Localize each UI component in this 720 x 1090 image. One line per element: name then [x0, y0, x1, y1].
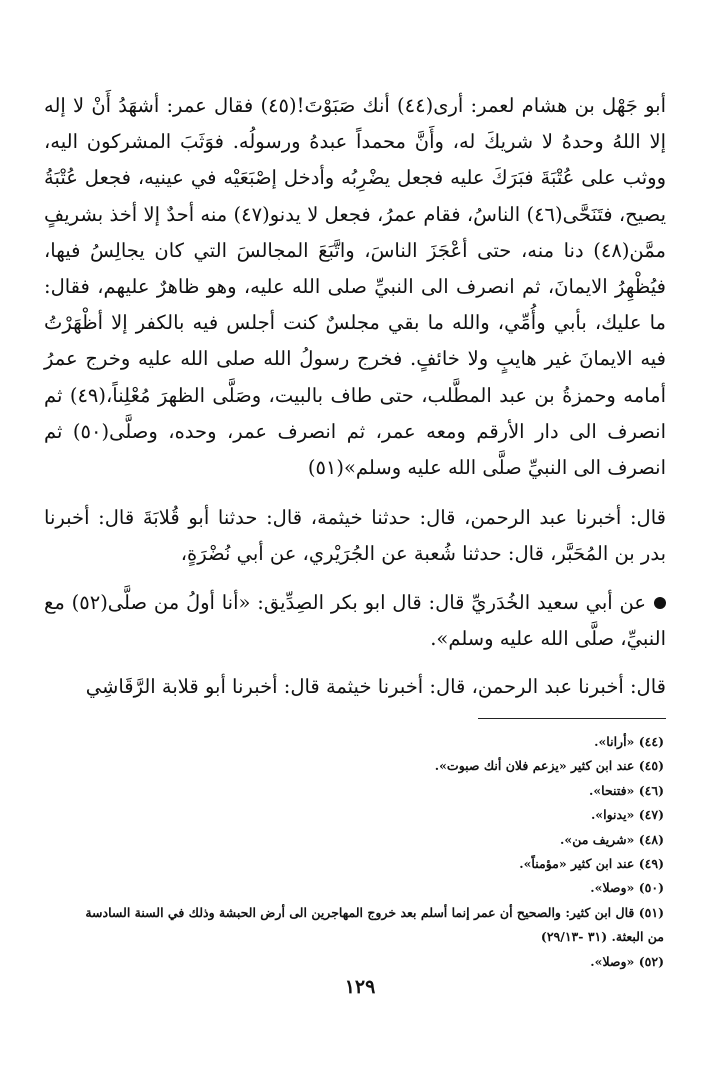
- footnote-item: (٤٥) عند ابن كثير «يزعم فلان أنك صبوت».: [434, 758, 664, 774]
- footnote-item: (٤٧) «يدنوا».: [590, 807, 664, 823]
- body-paragraph: أبو جَهْل بن هشام لعمر: أرى(٤٤) أنك صَبَوْتَ!(٤٥) فقال عمر: أشهَدُ أَنْ لا إله إلا اللهُ وحدهُ لا شريكَ له، وأَنَّ محمداً عبدهُ ورسولُه. فوَثَبَ المشركون اليه، ووثب على عُتْبَةَ فبَرَكَ عليه فجعل يضْرِبُه وأدخل إصْبَعَيْه في عينيه، فجعل عُتْبَةُ يصيح، فتَنَحَّى(٤٦) الناسُ، فقام عمرُ، فجعل لا يدنو(٤٧) منه أحدٌ إلا أخذ بشريفٍ ممَّن(٤٨) دنا منه، حتى أعْجَزَ الناسَ، واتَّبَعَ المجالسَ التي كان يجالِسُ فيها، فيُظْهِرُ الايمانَ، ثم انصرف الى النبيِّ صلى الله عليه، وهو ظاهرٌ عليهم، فقال: ما عليك، بأبي وأُمِّي، والله ما بقي مجلسٌ كنت أجلس فيه بالكفر إلا أظْهَرْتُ فيه الايمانَ غير هايبٍ ولا خائفٍ. فخرج رسولُ الله صلى الله عليه وخرج عمرُ أمامه وحمزةُ بن عبد المطَّلب، حتى طاف بالبيت، وصَلَّى الظهرَ مُعْلِناً،(٤٩) ثم انصرف الى دار الأرقم ومعه عمر، ثم انصرف عمر، وحده، وصلَّى(٥٠) ثم انصرف الى النبيِّ صلَّى الله عليه وسلم»(٥١): [44, 94, 666, 480]
- footnote-item: (٤٩) عند ابن كثير «مؤمناً».: [519, 856, 664, 872]
- footnote-item: (٥٢) «وصلا».: [590, 953, 664, 969]
- footnote-item: (٤٤) «أرانا».: [594, 734, 664, 749]
- isnad-paragraph: قال: أخبرنا عبد الرحمن، قال: أخبرنا خيثمة قال: أخبرنا أبو قلابة الرَّقَاشِي: [85, 675, 666, 699]
- footnote-item: (٥٠) «وصلا».: [590, 880, 664, 896]
- bullet-icon: [654, 597, 666, 609]
- footnotes-list: [44, 730, 664, 974]
- main-text-block: [44, 88, 666, 705]
- footnote-item: (٥١) قال ابن كثير: والصحيح أن عمر إنما أسلم بعد خروج المهاجرين الى أرض الحبشة وذلك في السنة السادسة: [85, 904, 664, 920]
- isnad-paragraph: قال: أخبرنا عبد الرحمن، قال: حدثنا خيثمة، قال: حدثنا أبو قُلابَةَ قال: أخبرنا بدر بن المُحَبَّر، قال: حدثنا شُعبة عن الجُرَيْري، عن أبي نُضْرَةٍ،: [44, 506, 666, 566]
- hadith-paragraph: [44, 585, 666, 657]
- footnote-continuation: من البعثة. (٣١ -٢٩/١٣): [540, 929, 664, 945]
- footnote-item: (٤٦) «فتنحا».: [589, 782, 664, 798]
- footnote-item: (٤٨) «شريف من».: [560, 831, 664, 847]
- footnote-separator: [478, 718, 666, 719]
- page-number: ١٢٩: [344, 976, 376, 998]
- hadith-text: عن أبي سعيد الخُدَريِّ قال: قال ابو بكر الصِدِّيق: «أنا أولُ من صلَّى(٥٢) مع النبيِّ، صلَّى الله عليه وسلم».: [44, 590, 666, 650]
